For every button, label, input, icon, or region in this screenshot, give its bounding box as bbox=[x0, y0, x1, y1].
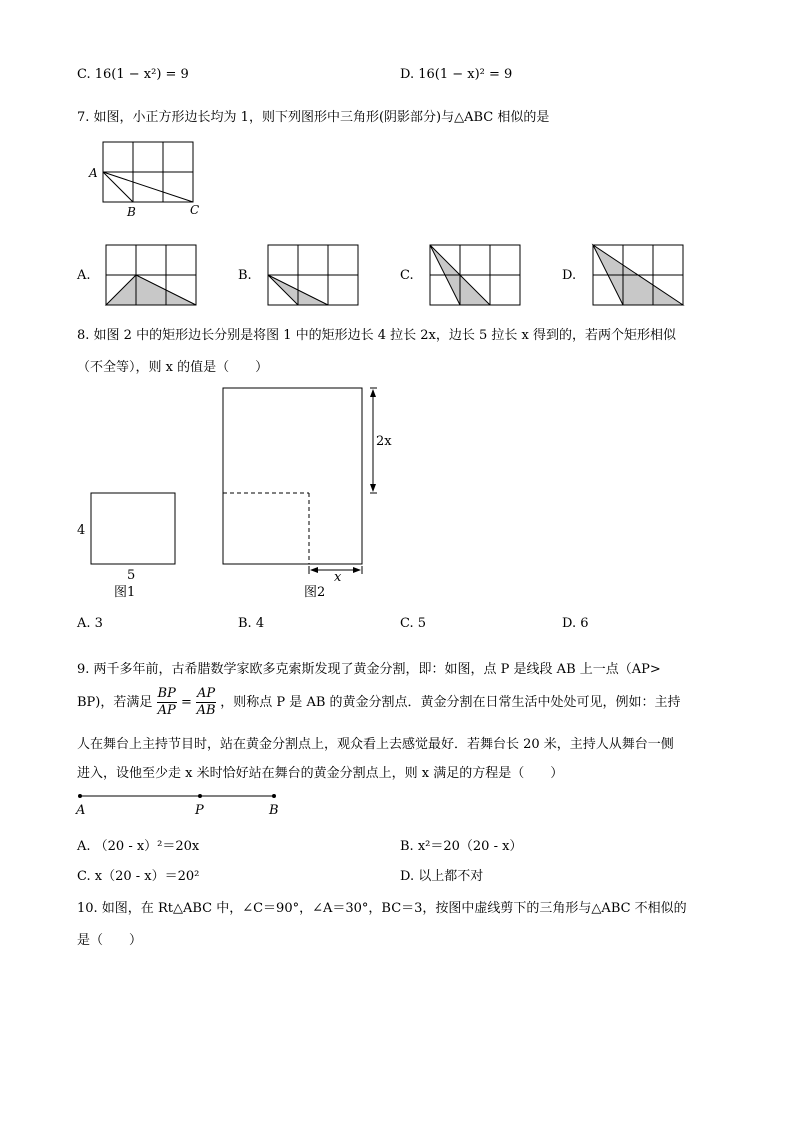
q9-line2-post: ，则称点 P 是 AB 的黄金分割点．黄金分割在日常生活中处处可见，例如：主持 bbox=[220, 695, 681, 710]
q9-point-p: P bbox=[195, 803, 204, 818]
q8-option-b: B. 4 bbox=[238, 616, 265, 631]
q9-line4: 进入，设他至少走 x 米时恰好站在舞台的黄金分割点上，则 x 满足的方程是（ ） bbox=[77, 766, 564, 781]
q7-option-d-figure bbox=[592, 244, 684, 306]
q8-fig1-caption: 图1 bbox=[114, 585, 136, 600]
q7-option-c-label: C. bbox=[400, 268, 414, 283]
q8-fig2-bottom-label: x bbox=[334, 570, 342, 585]
q9-line3: 人在舞台上主持节目时，站在黄金分割点上，观众看上去感觉最好．若舞台长 20 米，主持人从舞台一侧 bbox=[77, 737, 674, 752]
q9-point-b: B bbox=[269, 803, 279, 818]
q7-reference-figure bbox=[86, 136, 216, 222]
q7-label-a: A bbox=[89, 166, 98, 180]
q9-fraction-ap-ab bbox=[196, 686, 216, 719]
q7-option-b-figure bbox=[267, 244, 359, 306]
q8-fig1-bottom-label: 5 bbox=[127, 568, 136, 583]
q9-fraction-bp-ap bbox=[157, 686, 177, 719]
q10-line2: 是（ ） bbox=[77, 933, 143, 948]
q7-option-d-label: D. bbox=[562, 268, 577, 283]
q8-fig2-right-label: 2x bbox=[376, 434, 392, 449]
q9-frac2-denominator: AB bbox=[196, 703, 216, 718]
q9-segment-figure bbox=[72, 786, 292, 818]
q7-label-b: B bbox=[127, 205, 136, 219]
q6-option-d: D. 16(1 − x)² = 9 bbox=[400, 67, 513, 82]
q8-option-a: A. 3 bbox=[77, 616, 103, 631]
q9-option-d: D. 以上都不对 bbox=[400, 869, 484, 884]
q6-option-c: C. 16(1 − x²) = 9 bbox=[77, 67, 189, 82]
q9-option-a: A. （20 - x）²＝20x bbox=[77, 839, 200, 854]
q8-fig1-side-label: 4 bbox=[77, 523, 86, 538]
q7-option-a-figure bbox=[105, 244, 197, 306]
q9-line2: BP)，若满足 $\frac{BP}{AP}$ = $\frac{AP}{AB}$ ，则称点 P 是 AB 的黄金分割点．黄金分割在日常生活中处处可见，例如：主持 bbox=[77, 686, 681, 718]
q9-option-b: B. x²＝20（20 - x） bbox=[400, 839, 523, 854]
q7-label-c: C bbox=[190, 203, 200, 217]
q9-line1: 9. 两千多年前，古希腊数学家欧多克索斯发现了黄金分割，即：如图，点 P 是线段 AB 上一点（AP> bbox=[77, 662, 661, 677]
q9-option-c: C. x（20 - x）＝20² bbox=[77, 869, 200, 884]
q8-option-c: C. 5 bbox=[400, 616, 427, 631]
q9-line2-pre: BP)，若满足 bbox=[77, 695, 153, 710]
q8-stem-line2: （不全等），则 x 的值是（ ） bbox=[77, 360, 269, 375]
q8-fig2-caption: 图2 bbox=[304, 585, 326, 600]
q7-stem: 7. 如图，小正方形边长均为 1，则下列图形中三角形(阴影部分)与△ABC 相似的是 bbox=[77, 110, 550, 125]
q7-option-a-label: A. bbox=[77, 268, 91, 283]
q9-frac1-numerator: BP bbox=[157, 686, 176, 701]
q9-frac2-numerator: AP bbox=[197, 686, 216, 701]
q8-option-d: D. 6 bbox=[562, 616, 589, 631]
q7-option-b-label: B. bbox=[238, 268, 252, 283]
q10-line1: 10. 如图，在 Rt△ABC 中，∠C＝90°，∠A＝30°，BC＝3，按图中虚线剪下的三角形与△ABC 不相似的 bbox=[77, 901, 687, 916]
q8-figure bbox=[70, 382, 400, 604]
q7-option-c-figure bbox=[429, 244, 521, 306]
q9-point-a: A bbox=[76, 803, 86, 818]
q8-stem-line1: 8. 如图 2 中的矩形边长分别是将图 1 中的矩形边长 4 拉长 2x，边长 5 拉长 x 得到的，若两个矩形相似 bbox=[77, 328, 677, 343]
q9-frac1-denominator: AP bbox=[157, 703, 176, 718]
